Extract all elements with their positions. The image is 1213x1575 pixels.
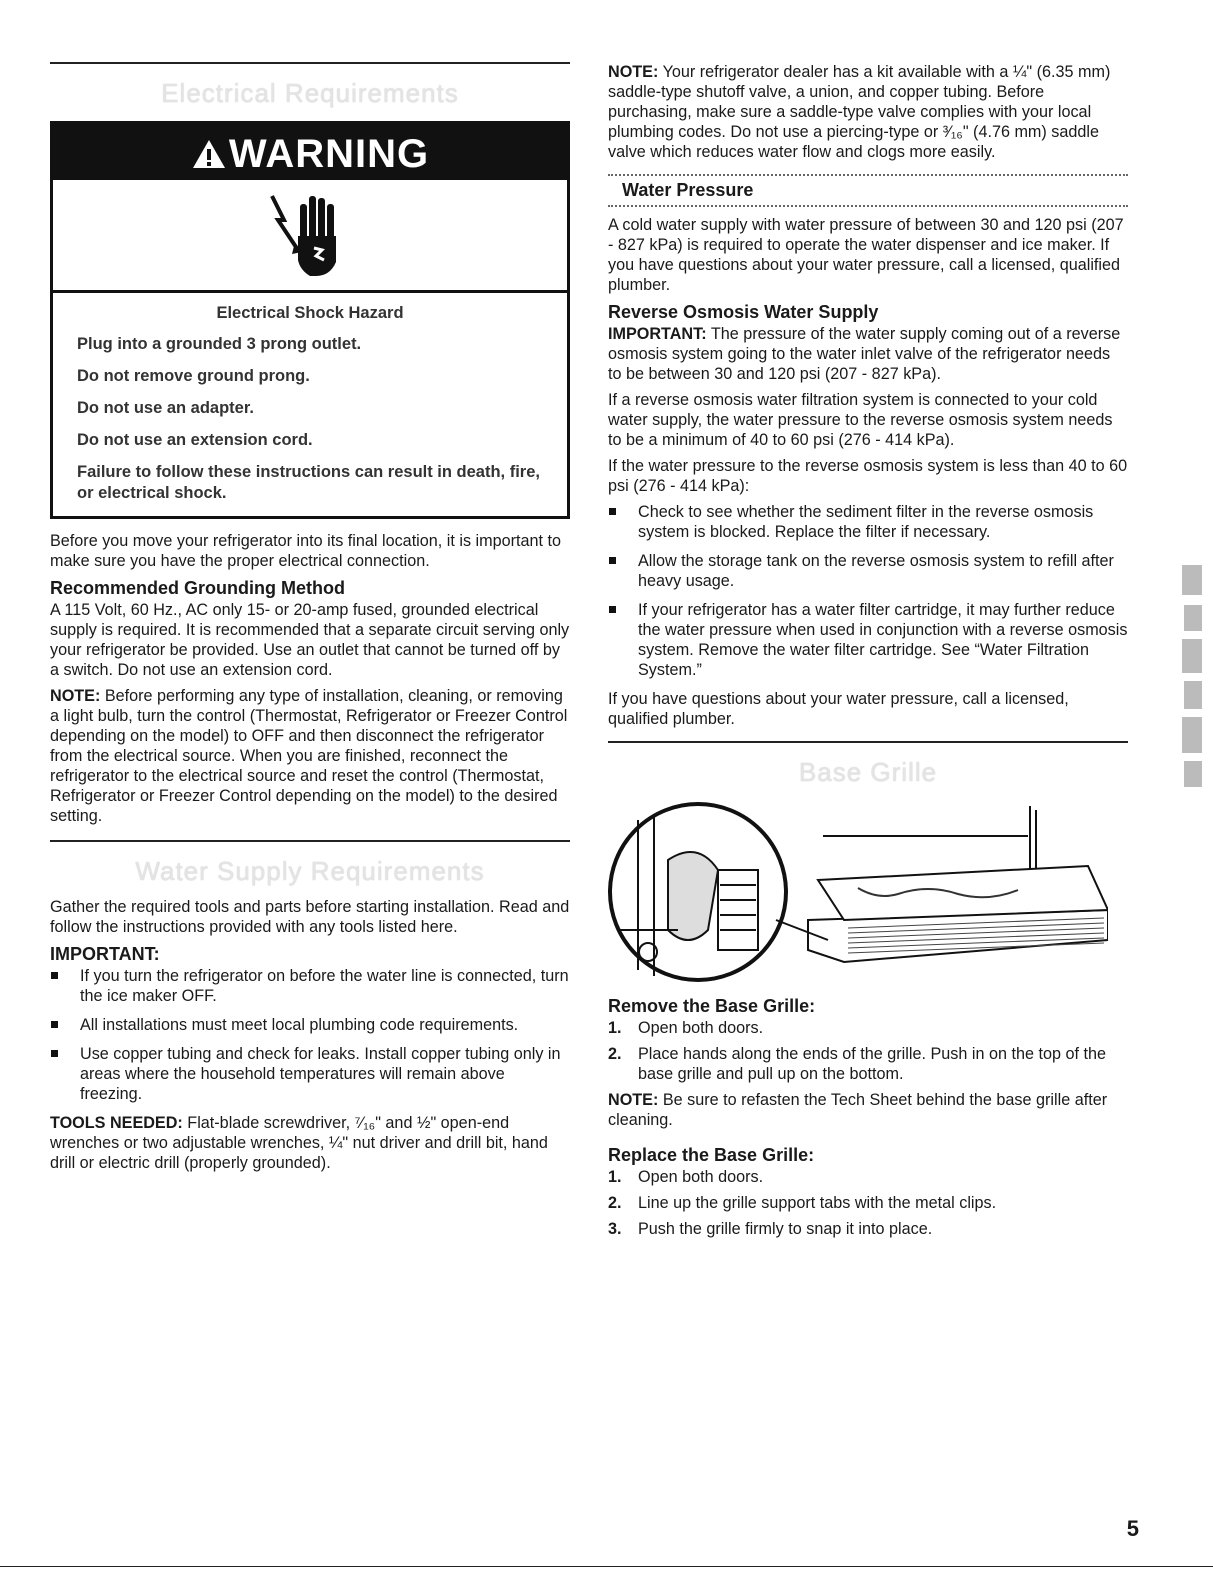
ro-paragraph: If the water pressure to the reverse osmosis system is less than 40 to 60 psi (276 - 414 kPa): bbox=[608, 457, 1128, 495]
list-item: If you turn the refrigerator on before the water line is connected, turn the ice maker OFF. bbox=[50, 966, 570, 1006]
step-text: Place hands along the ends of the grille. Push in on the top of the base grille and pull up on the bottom. bbox=[638, 1045, 1106, 1083]
list-item: Use copper tubing and check for leaks. Install copper tubing only in areas where the household temperatures will remain above freezing. bbox=[50, 1044, 570, 1104]
ro-important bbox=[608, 324, 1128, 384]
left-column bbox=[50, 62, 570, 1179]
grille-note bbox=[608, 1090, 1128, 1130]
water-pressure-text: A cold water supply with water pressure of between 30 and 120 psi (207 - 827 kPa) is required to operate the water dispenser and ice maker. If you have questions about your water pressure, call a licensed, qualified plumber. bbox=[608, 216, 1124, 294]
side-tab-marker bbox=[1180, 565, 1204, 790]
water-supply-section-title: Water Supply Requirements bbox=[135, 856, 485, 886]
important-heading: IMPORTANT: bbox=[50, 944, 160, 964]
list-item: If your refrigerator has a water filter cartridge, it may further reduce the water pressure when used in conjunction with a reverse osmosis system. Remove the water filter cartridge. See “Water Filtration System.” bbox=[608, 600, 1128, 680]
kit-note bbox=[608, 62, 1128, 162]
remove-steps bbox=[608, 1018, 1128, 1084]
important-text: The pressure of the water supply coming out of a reverse osmosis system going to the water inlet valve of the refrigerator needs to be between 30 and 120 psi (207 - 827 kPa). bbox=[608, 325, 1121, 383]
warning-body bbox=[53, 293, 567, 516]
note-text: Your refrigerator dealer has a kit available with a ¼" (6.35 mm) saddle-type shutoff valve, a union, and copper tubing. Before purchasing, make sure a saddle-type valve complies with your local plumbing codes. Do not use a piercing-type or ³⁄₁₆" (4.76 mm) saddle valve which reduces water flow and clogs more easily. bbox=[608, 63, 1111, 161]
note-text: Be sure to refasten the Tech Sheet behind the base grille after cleaning. bbox=[608, 1091, 1108, 1129]
section-rule bbox=[50, 62, 570, 64]
list-item: All installations must meet local plumbing code requirements. bbox=[50, 1015, 570, 1035]
hazard-title: Electrical Shock Hazard bbox=[216, 304, 404, 322]
warning-box bbox=[50, 121, 570, 519]
ro-list bbox=[608, 502, 1128, 680]
electrical-intro: Before you move your refrigerator into its final location, it is important to make sure you have the proper electrical connection. bbox=[50, 532, 562, 570]
warning-line: Do not remove ground prong. bbox=[77, 367, 310, 385]
note-text: Before performing any type of installation, cleaning, or removing a light bulb, turn the control (Thermostat, Refrigerator or Freezer Control depending on the model) to OFF and then disconnect the refrigerator from the electrical source. When you are finished, reconnect the refrigerator to the electrical source and reset the control (Thermostat, Refrigerator or Freezer Control depending on the model) to the desired setting. bbox=[50, 687, 568, 825]
section-rule bbox=[50, 840, 570, 842]
tools-label: TOOLS NEEDED: bbox=[50, 1114, 183, 1132]
list-item: Allow the storage tank on the reverse osmosis system to refill after heavy usage. bbox=[608, 551, 1128, 591]
ro-closing: If you have questions about your water pressure, call a licensed, qualified plumber. bbox=[608, 690, 1069, 728]
warning-line: Do not use an extension cord. bbox=[77, 431, 313, 449]
electrical-shock-hand-icon bbox=[270, 190, 350, 280]
water-pressure-heading: Water Pressure bbox=[622, 180, 754, 200]
step-text: Open both doors. bbox=[638, 1019, 764, 1037]
list-item bbox=[608, 1193, 1128, 1213]
important-label: IMPORTANT: bbox=[608, 325, 707, 343]
step-number: 1. bbox=[608, 1019, 622, 1037]
electrical-section-title: Electrical Requirements bbox=[161, 78, 459, 108]
shock-hazard-icon-area bbox=[53, 180, 567, 293]
remove-grille-heading: Remove the Base Grille: bbox=[608, 996, 816, 1016]
dotted-rule bbox=[608, 205, 1128, 207]
electrical-note bbox=[50, 686, 570, 826]
warning-triangle-icon bbox=[191, 138, 227, 170]
water-supply-intro: Gather the required tools and parts before starting installation. Read and follow the instructions provided with any tools listed here. bbox=[50, 898, 570, 936]
tools-text: Flat-blade screwdriver, ⁷⁄₁₆" and ½" open-end wrenches or two adjustable wrenches, ¼" nut driver and drill bit, hand drill or electric drill (properly grounded). bbox=[50, 1114, 548, 1172]
note-label: NOTE: bbox=[608, 63, 659, 81]
base-grille-illustration bbox=[608, 800, 1128, 985]
warning-heading: WARNING bbox=[228, 132, 430, 176]
warning-line: Plug into a grounded 3 prong outlet. bbox=[77, 335, 362, 353]
replace-grille-heading: Replace the Base Grille: bbox=[608, 1145, 815, 1165]
bottom-rule bbox=[0, 1566, 1213, 1567]
step-text: Line up the grille support tabs with the metal clips. bbox=[638, 1194, 997, 1212]
page-number: 5 bbox=[1126, 1516, 1139, 1541]
reverse-osmosis-heading: Reverse Osmosis Water Supply bbox=[608, 302, 879, 322]
list-item bbox=[608, 1219, 1128, 1239]
note-label: NOTE: bbox=[50, 687, 101, 705]
step-number: 2. bbox=[608, 1194, 622, 1212]
step-text: Open both doors. bbox=[638, 1168, 764, 1186]
warning-header bbox=[53, 124, 567, 180]
right-column bbox=[608, 62, 1128, 1245]
ro-paragraph: If a reverse osmosis water filtration system is connected to your cold water supply, the water pressure to the reverse osmosis system needs to be a minimum of 40 to 60 psi (276 - 414 kPa). bbox=[608, 391, 1113, 449]
step-number: 3. bbox=[608, 1220, 622, 1238]
list-item bbox=[608, 1167, 1128, 1187]
replace-steps bbox=[608, 1167, 1128, 1239]
list-item: Check to see whether the sediment filter in the reverse osmosis system is blocked. Replace the filter if necessary. bbox=[608, 502, 1128, 542]
warning-line: Failure to follow these instructions can result in death, fire, or electrical shock. bbox=[77, 463, 540, 502]
grounding-heading: Recommended Grounding Method bbox=[50, 578, 345, 598]
step-number: 1. bbox=[608, 1168, 622, 1186]
important-list bbox=[50, 966, 570, 1104]
list-item bbox=[608, 1044, 1128, 1084]
section-rule bbox=[608, 741, 1128, 743]
tools-needed bbox=[50, 1113, 570, 1173]
warning-line: Do not use an adapter. bbox=[77, 399, 254, 417]
step-text: Push the grille firmly to snap it into place. bbox=[638, 1220, 933, 1238]
grounding-text: A 115 Volt, 60 Hz., AC only 15- or 20-amp fused, grounded electrical supply is required. It is recommended that a separate circuit serving only your refrigerator be provided. Use an outlet that cannot be turned off by a switch. Do not use an extension cord. bbox=[50, 601, 570, 679]
base-grille-image bbox=[608, 800, 1108, 985]
step-number: 2. bbox=[608, 1045, 622, 1063]
note-label: NOTE: bbox=[608, 1091, 659, 1109]
list-item bbox=[608, 1018, 1128, 1038]
base-grille-section-title: Base Grille bbox=[798, 757, 938, 787]
